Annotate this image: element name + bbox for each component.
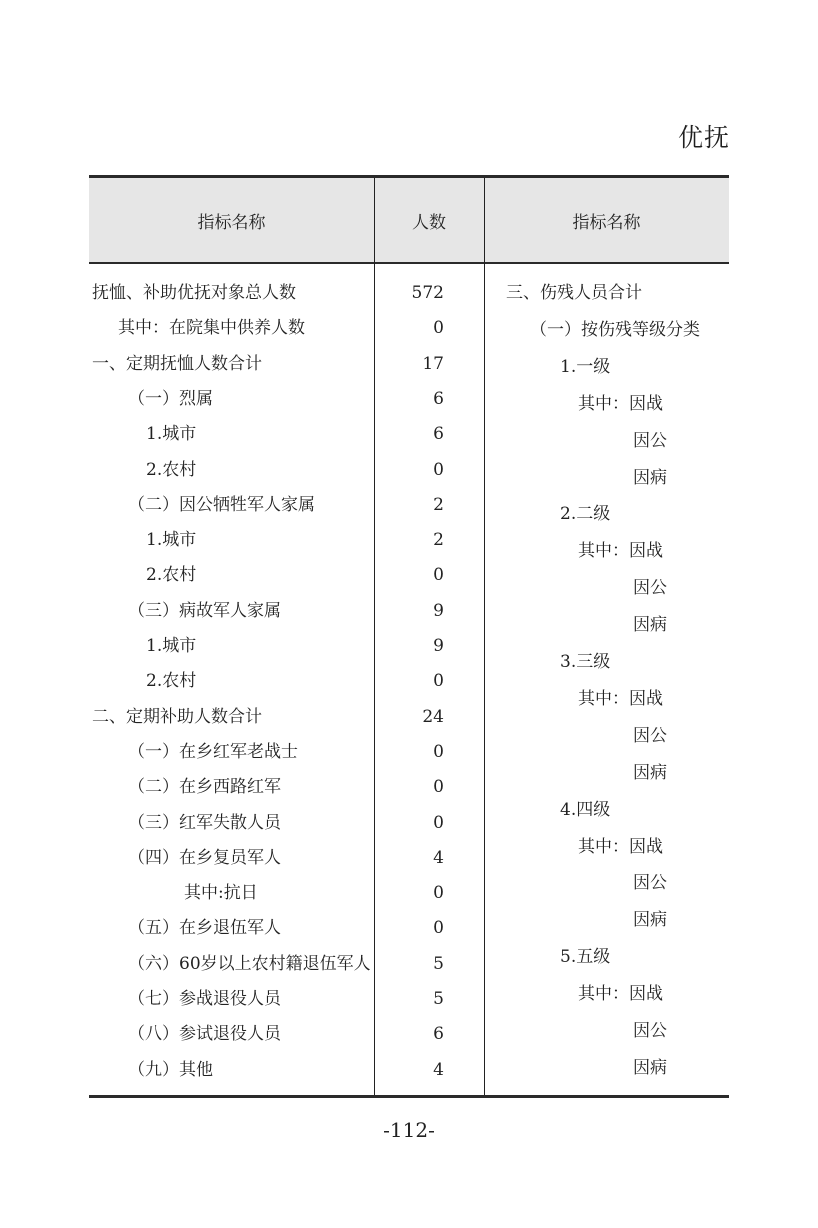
row-label: 因公 (633, 725, 667, 746)
column-divider (374, 178, 375, 1096)
row-value: 5 (433, 989, 444, 1009)
row-label: 2.二级 (560, 504, 611, 525)
row-label: 其中：因战 (578, 836, 663, 857)
row-label: 因公 (633, 1021, 667, 1041)
row-label: 二、定期补助人数合计 (92, 706, 262, 727)
row-label: 因病 (633, 615, 667, 636)
row-label: （九）其他 (128, 1059, 213, 1080)
row-label: 5.五级 (560, 947, 611, 968)
row-label: 1.城市 (146, 636, 197, 656)
row-value: 2 (433, 494, 444, 515)
row-value: 6 (433, 1024, 444, 1045)
row-value: 24 (422, 706, 444, 727)
row-label: （七）参战退役人员 (128, 989, 281, 1009)
row-label: 1.城市 (146, 530, 197, 551)
row-label: （六）60岁以上农村籍退伍军人 (128, 953, 371, 974)
row-label: 其中：因战 (578, 393, 663, 414)
row-label: 因病 (633, 910, 667, 931)
row-label: （二）因公牺牲军人家属 (128, 494, 315, 515)
row-value: 17 (422, 353, 444, 374)
row-label: 其中:抗日 (184, 883, 258, 904)
row-label: （三）红军失散人员 (128, 812, 281, 833)
row-value: 572 (411, 283, 444, 303)
row-value: 0 (433, 883, 444, 904)
row-value: 5 (433, 953, 444, 974)
section-title: 优抚 (677, 123, 730, 152)
row-label: 因公 (633, 578, 667, 599)
row-value: 0 (433, 777, 444, 798)
page-number: -112- (383, 1118, 435, 1142)
row-label: （八）参试退役人员 (128, 1024, 281, 1045)
row-label: 抚恤、补助优抚对象总人数 (92, 283, 296, 303)
row-label: 2.农村 (146, 459, 197, 480)
row-value: 9 (433, 600, 444, 621)
row-label: 4.四级 (560, 799, 611, 820)
row-label: （一）在乡红军老战士 (128, 741, 298, 762)
row-label: （二）在乡西路红军 (128, 777, 281, 798)
row-label: 其中：因战 (578, 541, 663, 562)
row-label: 2.农村 (146, 565, 197, 586)
row-value: 4 (433, 1059, 444, 1080)
row-label: 因病 (633, 1057, 667, 1078)
row-value: 0 (433, 671, 444, 692)
row-value: 0 (433, 318, 444, 339)
row-value: 9 (433, 636, 444, 656)
row-value: 0 (433, 918, 444, 939)
row-label: （一）烈属 (128, 388, 213, 409)
row-value: 0 (433, 565, 444, 586)
column-divider (484, 178, 485, 1096)
header-indicator-name-right: 指标名称 (572, 213, 641, 233)
table-bottom-rule (89, 1095, 729, 1098)
header-count: 人数 (412, 213, 446, 233)
row-label: 其中：因战 (578, 688, 663, 709)
row-label: （三）病故军人家属 (128, 600, 281, 621)
row-value: 4 (433, 847, 444, 868)
row-label: 三、伤残人员合计 (506, 283, 642, 303)
row-label: 因公 (633, 873, 667, 894)
row-value: 0 (433, 812, 444, 833)
row-label: 因病 (633, 762, 667, 783)
row-label: 3.三级 (560, 652, 611, 672)
row-label: （五）在乡退伍军人 (128, 918, 281, 939)
row-label: 2.农村 (146, 671, 197, 692)
header-bottom-rule (89, 262, 729, 264)
row-label: 其中：在院集中供养人数 (118, 318, 305, 339)
row-label: 一、定期抚恤人数合计 (92, 353, 262, 374)
row-label: 其中：因战 (578, 984, 663, 1005)
header-indicator-name-left: 指标名称 (197, 213, 266, 233)
row-value: 2 (433, 530, 444, 551)
row-label: 1.城市 (146, 424, 197, 445)
row-label: （一）按伤残等级分类 (530, 319, 700, 340)
row-value: 0 (433, 459, 444, 480)
row-label: 因病 (633, 467, 667, 488)
row-value: 6 (433, 424, 444, 445)
row-label: 1.一级 (560, 356, 611, 377)
row-value: 0 (433, 741, 444, 762)
row-label: （四）在乡复员军人 (128, 847, 281, 868)
row-label: 因公 (633, 430, 667, 451)
row-value: 6 (433, 388, 444, 409)
